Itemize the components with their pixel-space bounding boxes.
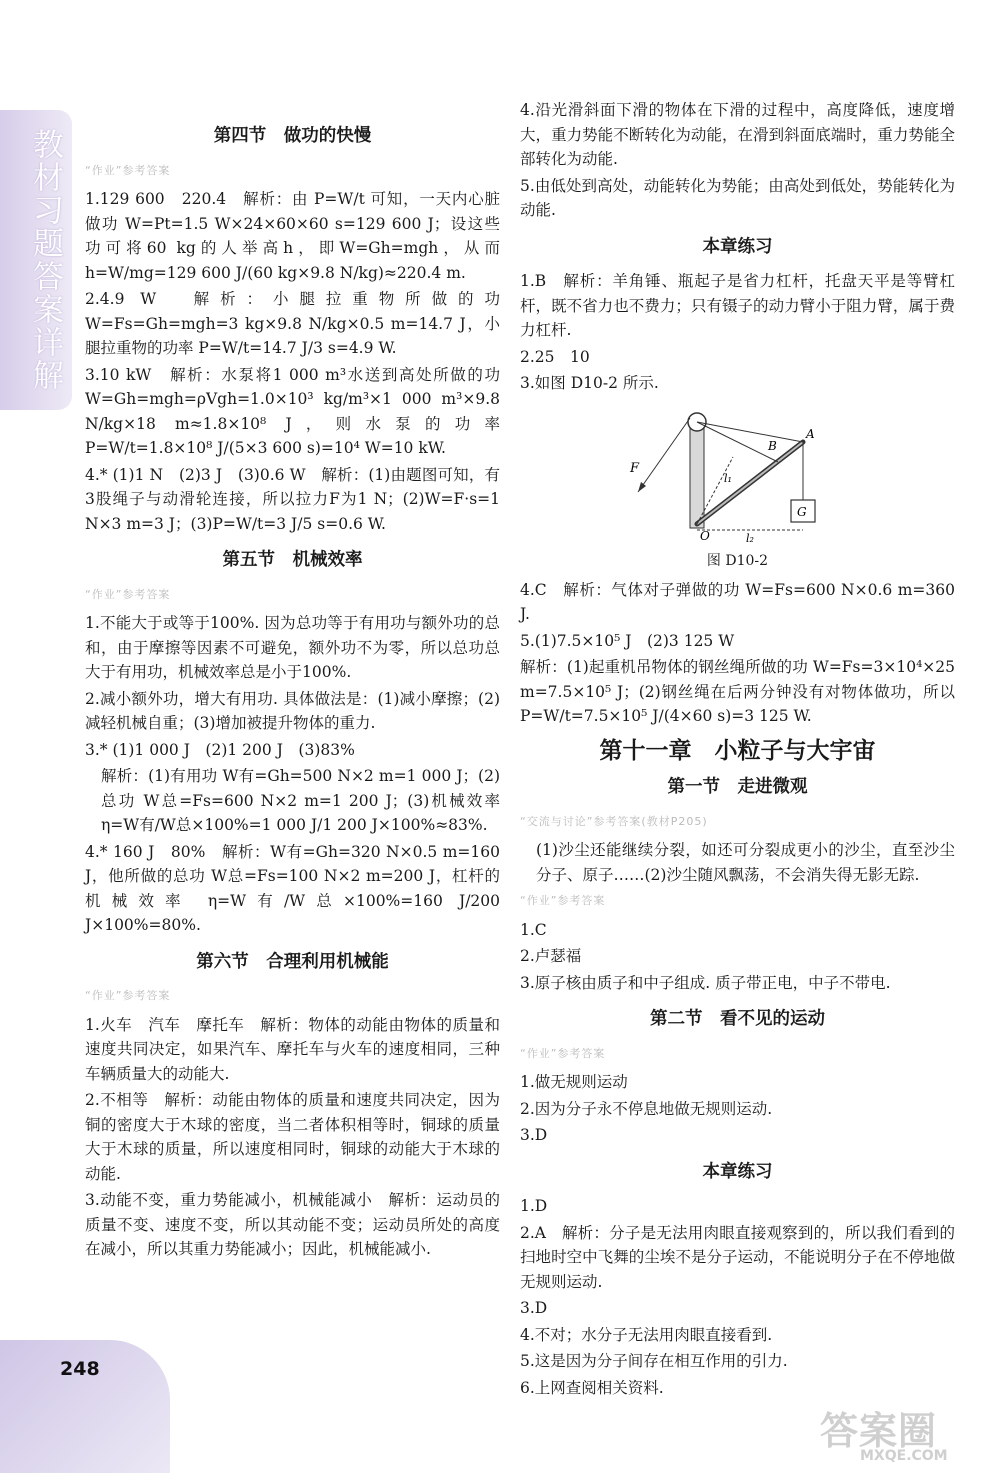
- answer-item: 1.C: [520, 920, 547, 939]
- answer-item: 3.动能不变，重力势能减小，机械能减小 解析：运动员的质量不变、速度不变，所以其动能不变；运动员所处的高度在减小，所以其重力势能减小；因此，机械能减小.: [85, 1191, 500, 1258]
- section-tag: “作业”参考答案: [85, 587, 171, 601]
- discussion-answer: (1)沙尘还能继续分裂，如还可分裂成更小的沙尘，直至沙尘分子、原子……(2)沙尘随风飘荡，不会消失得无影无踪.: [536, 841, 955, 884]
- section-title-11-1: 第一节 走进微观: [667, 777, 808, 797]
- answer-item: 1.D: [520, 1197, 548, 1215]
- label-l2: l₂: [745, 531, 754, 542]
- answer-item: 5.(1)7.5×10⁵ J (2)3 125 W: [520, 631, 735, 650]
- answer-item: 解析：(1)有用功 W有=Gh=500 N×2 m=1 000 J；(2)总功 W总=Fs=600 N×2 m=1 200 J；(3)机械效率 η=W有/W总×100%=1 000 J/1 200 J×100%≈83%.: [101, 767, 500, 834]
- section-tag: “作业”参考答案: [85, 989, 171, 1002]
- watermark-logo: 答案圈: [820, 1409, 938, 1453]
- section-tag: “交流与讨论”参考答案(教材P205): [520, 814, 708, 828]
- section-title-5: 第五节 机械效率: [222, 550, 363, 570]
- answer-item: 3.10 kW 解析：水泵将1 000 m³水送到高处所做的功 W=Gh=mgh=ρVgh=1.0×10³ kg/m³×1 000 m³×9.8 N/kg×18 m≈1.8×10⁸ J，则水泵的功率 P=W/t=1.8×10⁸ J/(5×3 600 s)=10⁴ W=10 kW.: [85, 365, 500, 457]
- section-title-4: 第四节 做功的快慢: [213, 126, 372, 146]
- page-number: 248: [60, 1358, 100, 1380]
- answer-item: 2.减小额外功，增大有用功. 具体做法是：(1)减小摩擦；(2)减轻机械自重；(3)增加被提升物体的重力.: [85, 689, 500, 732]
- lever-figure: [520, 402, 955, 574]
- answer-item: 5.这是因为分子间存在相互作用的引力.: [520, 1352, 788, 1370]
- answer-item: 3.D: [520, 1126, 548, 1144]
- answer-item: 4.C 解析：气体对子弹做的功 W=Fs=600 N×0.6 m=360 J.: [520, 580, 955, 623]
- answer-item: 3.* (1)1 000 J (2)1 200 J (3)83%: [85, 740, 355, 759]
- chapter-title-11: 第十一章 小粒子与大宇宙: [599, 737, 876, 764]
- label-B: B: [767, 438, 777, 453]
- answer-item: 解析：(1)起重机吊物体的钢丝绳所做的功 W=Fs=3×10⁴×25 m=7.5×10⁵ J；(2)钢丝绳在后两分钟没有对物体做功，所以 P=W/t=7.5×10⁵ J/(4×60 s)=3 125 W.: [520, 658, 955, 725]
- answer-item: 2.A 解析：分子是无法用肉眼直接观察到的，所以我们看到的扫地时空中飞舞的尘埃不是分子运动，不能说明分子在不停地做无规则运动.: [520, 1223, 955, 1291]
- watermark-url: MXQE.COM: [860, 1448, 948, 1464]
- left-column: [85, 112, 500, 1264]
- answer-item: 1.B 解析：羊角锤、瓶起子是省力杠杆，托盘天平是等臂杠杆，既不省力也不费力；只有镊子的动力臂小于阻力臂，属于费力杠杆.: [520, 272, 955, 339]
- answer-item: 2.不相等 解析：动能由物体的质量和速度共同决定，因为铜的密度大于木球的密度，当二者体积相等时，铜球的质量大于木球的质量，所以速度相同时，铜球的动能大于木球的动能.: [85, 1091, 500, 1183]
- right-column: [520, 98, 955, 1402]
- answer-item: 5.由低处到高处，动能转化为势能；由高处到低处，势能转化为动能.: [520, 176, 955, 219]
- answer-item: 1.不能大于或等于100%. 因为总功等于有用功与额外功的总和，由于摩擦等因素不可避免，额外功不为零，所以总功总大于有用功，机械效率总是小于100%.: [85, 614, 500, 681]
- section-tag: “作业”参考答案: [85, 163, 171, 177]
- section-tag: “作业”参考答案: [520, 894, 606, 907]
- label-l1: l₁: [723, 471, 732, 485]
- review-title-ch11: 本章练习: [702, 1161, 773, 1182]
- answer-item: 2.卢瑟福: [520, 947, 582, 965]
- answer-item: 4.不对；水分子无法用肉眼直接看到.: [520, 1325, 773, 1344]
- answer-item: 1.火车 汽车 摩托车 解析：物体的动能由物体的质量和速度共同决定，如果汽车、摩托车与火车的速度相同，三种车辆质量大的动能大.: [85, 1015, 500, 1083]
- label-O: O: [699, 528, 710, 542]
- label-A: A: [805, 426, 815, 441]
- label-F: F: [629, 460, 639, 476]
- side-label: 教材习题答案详解: [27, 128, 63, 392]
- answer-item: 4.* 160 J 80% 解析：W有=Gh=320 N×0.5 m=160 J，他所做的总功 W总=Fs=100 N×2 m=200 J，杠杆的机械效率 η=W有/W总×100%=160 J/200 J×100%=80%.: [85, 842, 500, 934]
- section-tag: “作业”参考答案: [520, 1046, 606, 1060]
- section-title-6: 第六节 合理利用机械能: [196, 951, 389, 972]
- answer-item: 1.做无规则运动: [520, 1073, 628, 1091]
- answer-item: 2.4.9 W 解析：小腿拉重物所做的功 W=Fs=Gh=mgh=3 kg×9.8 N/kg×0.5 m=14.7 J，小腿拉重物的功率 P=W/t=14.7 J/3 s=4.9 W.: [85, 290, 500, 357]
- answer-item: 3.D: [520, 1299, 548, 1317]
- answer-item: 2.因为分子永不停息地做无规则运动.: [520, 1099, 773, 1118]
- section-title-11-2: 第二节 看不见的运动: [650, 1009, 825, 1029]
- review-title-ch10: 本章练习: [702, 236, 773, 257]
- answer-item: 3.原子核由质子和中子组成. 质子带正电，中子不带电.: [520, 973, 891, 992]
- answer-item: 3.如图 D10-2 所示.: [520, 374, 659, 392]
- answer-item: 4.* (1)1 N (2)3 J (3)0.6 W 解析：(1)由题图可知，有3股绳子与动滑轮连接，所以拉力F为1 N；(2)W=F·s=1 N×3 m=3 J；(3)P=W/t=3 J/5 s=0.6 W.: [85, 465, 500, 533]
- lever-diagram: [628, 402, 848, 542]
- label-G: G: [796, 504, 807, 519]
- answer-item: 2.25 10: [520, 347, 590, 366]
- answer-item: 6.上网查阅相关资料.: [520, 1378, 664, 1397]
- figure-caption: 图 D10-2: [706, 553, 769, 569]
- answer-item: 4.沿光滑斜面下滑的物体在下滑的过程中，高度降低，速度增大，重力势能不断转化为动能，在滑到斜面底端时，重力势能全部转化为动能.: [520, 101, 955, 168]
- answer-item: 1.129 600 220.4 解析：由 P=W/t 可知，一天内心脏做功 W=Pt=1.5 W×24×60×60 s=129 600 J；设这些功可将60 kg的人举高h，即W=Gh=mgh，从而h=W/mg=129 600 J/(60 kg×9.8 N/kg)≈220.4 m.: [85, 190, 500, 282]
